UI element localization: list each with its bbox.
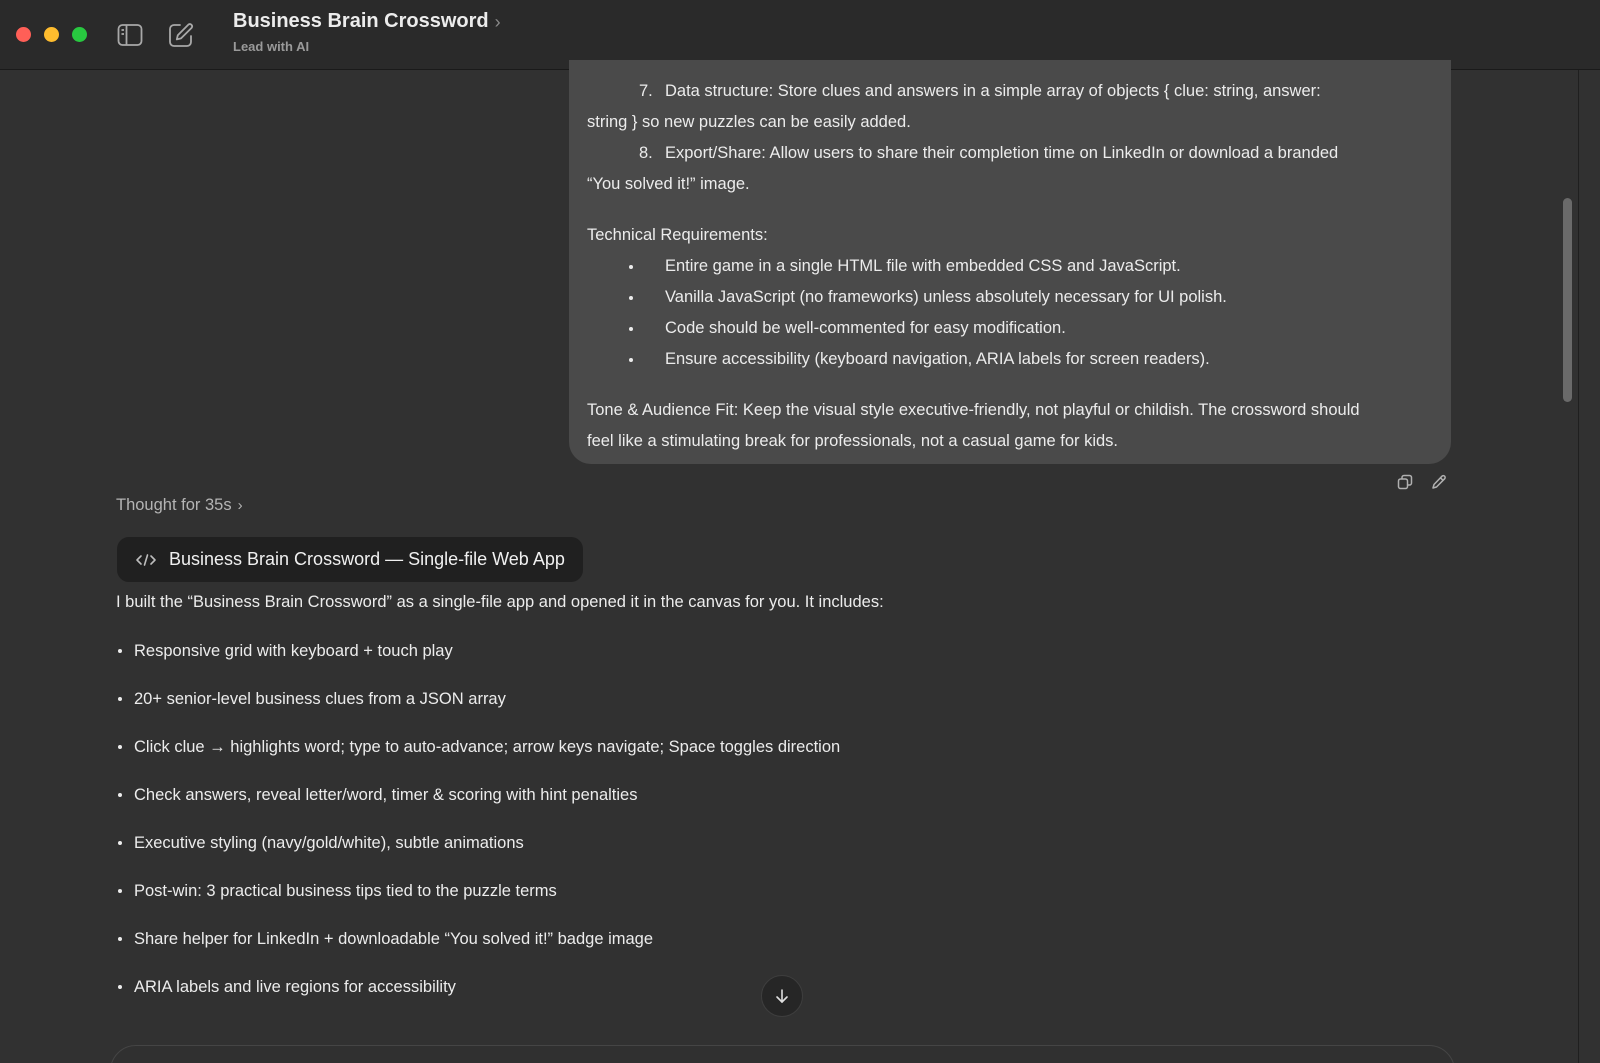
response-intro: I built the “Business Brain Crossword” as a single-file app and opened it in the canvas for you. It includes: [116,593,884,611]
project-subtitle: Lead with AI [233,39,310,54]
new-chat-icon[interactable] [166,20,196,50]
list-item: Share helper for LinkedIn + downloadable “You solved it!” badge image [116,926,840,974]
conversation-title[interactable]: Business Brain Crossword [233,10,489,32]
conversation-title-block[interactable] [233,10,501,54]
tech-item [587,282,1431,313]
list-item: Click clue → highlights word; type to auto-advance; arrow keys navigate; Space toggles direction [116,734,840,782]
canvas-document-chip[interactable] [117,537,583,582]
item-text-continued: “You solved it!” image. [587,175,750,193]
message-actions [1396,473,1448,491]
scrollbar-track [1578,70,1579,1063]
minimize-window-button[interactable] [44,27,59,42]
numbered-item [587,76,1431,107]
item-number: 7. [639,82,653,100]
edit-pencil-icon[interactable] [1430,473,1448,491]
user-message-bubble [569,60,1451,464]
tech-item [587,251,1431,282]
feature-list [116,638,840,1022]
canvas-chip-label[interactable]: Business Brain Crossword — Single-file Web App [169,549,565,569]
list-item: Executive styling (navy/gold/white), subtle animations [116,830,840,878]
tech-item-text: Ensure accessibility (keyboard navigation, ARIA labels for screen readers). [665,350,1210,368]
item-text-continued: string } so new puzzles can be easily added. [587,113,911,131]
tone-paragraph-line: feel like a stimulating break for professionals, not a casual game for kids. [587,432,1119,450]
scroll-to-bottom-button[interactable] [761,975,803,1017]
item-text: Export/Share: Allow users to share their completion time on LinkedIn or download a branded [665,144,1339,162]
tech-item-text: Entire game in a single HTML file with embedded CSS and JavaScript. [665,257,1181,275]
chevron-right-icon[interactable]: › [237,497,243,514]
list-item: Check answers, reveal letter/word, timer & scoring with hint penalties [116,782,840,830]
scrollbar-thumb[interactable] [1563,198,1572,402]
thought-toggle[interactable] [116,496,243,515]
arrow-down-icon [774,988,790,1004]
numbered-item [587,138,1431,169]
sidebar-toggle-icon[interactable] [115,20,145,50]
copy-icon[interactable] [1396,473,1414,491]
item-number: 8. [639,144,653,162]
tech-item-text: Code should be well-commented for easy modification. [665,319,1066,337]
list-item: 20+ senior-level business clues from a JSON array [116,686,840,734]
item-text: Data structure: Store clues and answers in a simple array of objects { clue: string, answer: [665,82,1321,100]
message-composer[interactable] [110,1045,1455,1063]
tech-item [587,344,1431,375]
maximize-window-button[interactable] [72,27,87,42]
chevron-right-icon[interactable]: › [494,11,501,32]
tone-paragraph-line: Tone & Audience Fit: Keep the visual style executive-friendly, not playful or childish. The crossword should [587,401,1360,419]
code-icon [135,552,157,568]
tech-heading: Technical Requirements: [587,226,768,244]
list-item: Responsive grid with keyboard + touch play [116,638,840,686]
list-item: ARIA labels and live regions for accessibility [116,974,840,1022]
thought-label[interactable]: Thought for 35s [116,496,232,514]
tech-item [587,313,1431,344]
tech-item-text: Vanilla JavaScript (no frameworks) unless absolutely necessary for UI polish. [665,288,1227,306]
close-window-button[interactable] [16,27,31,42]
list-item: Post-win: 3 practical business tips tied to the puzzle terms [116,878,840,926]
